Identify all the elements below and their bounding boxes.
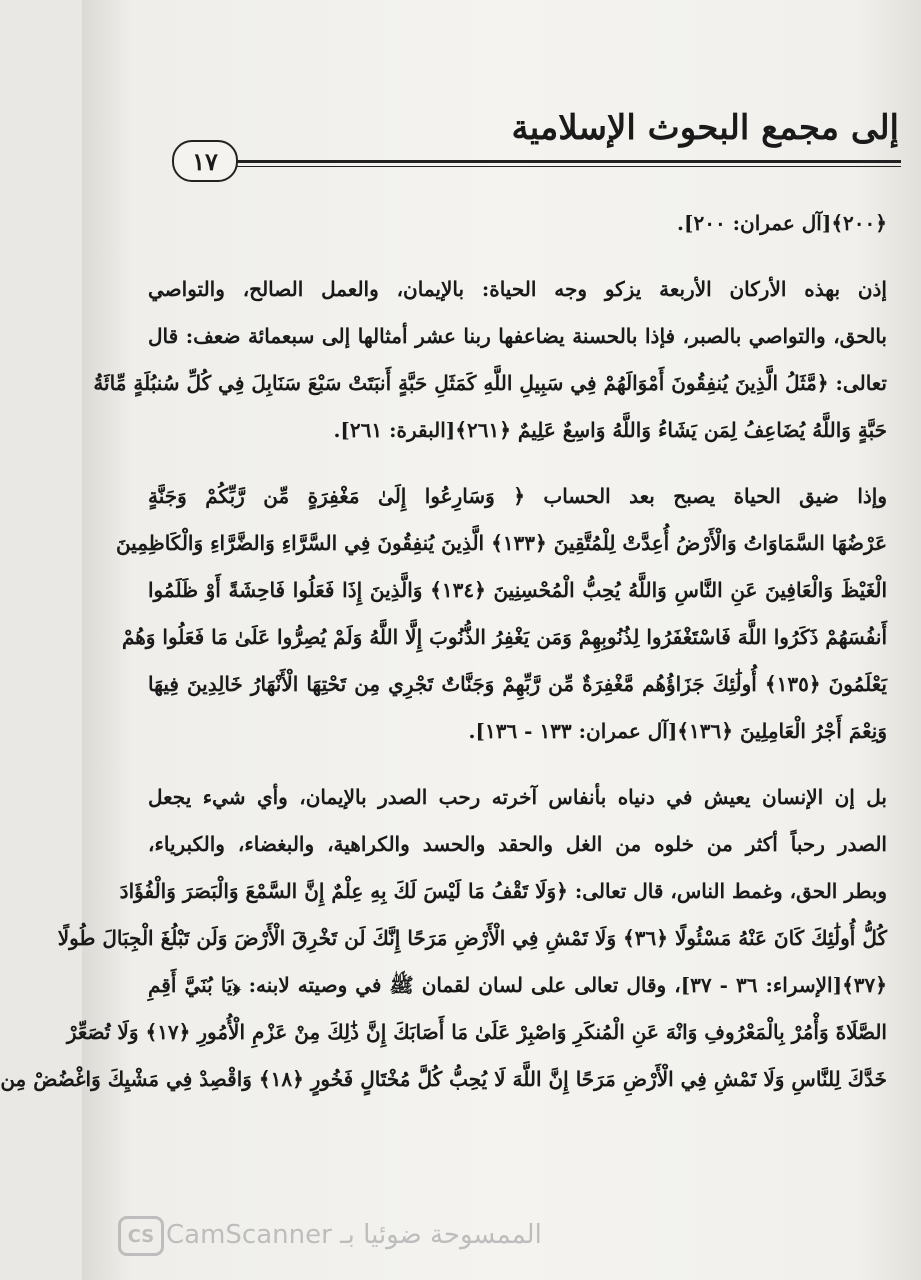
text-line: كُلُّ أُولَٰئِكَ كَانَ عَنْهُ مَسْئُولًا ﴿٣٦﴾ وَلَا تَمْشِ فِي الْأَرْضِ مَرَحًا إِنَّكَ لَن تَخْرِقَ الْأَرْضَ وَلَن تَبْلُغَ الْجِبَالَ طُولًا bbox=[57, 926, 887, 950]
text-line: الْغَيْظَ وَالْعَافِينَ عَنِ النَّاسِ وَاللَّهُ يُحِبُّ الْمُحْسِنِينَ ﴿١٣٤﴾ وَالَّذِينَ إِذَا فَعَلُوا فَاحِشَةً أَوْ ظَلَمُوا bbox=[148, 578, 887, 602]
page-number: ١٧ bbox=[172, 140, 238, 182]
text-line: وإذا ضيق الحياة يصبح بعد الحساب ﴿ وَسَارِعُوا إِلَىٰ مَغْفِرَةٍ مِّن رَّبِّكُمْ وَجَنَّةٍ bbox=[148, 484, 887, 508]
text-line: خَدَّكَ لِلنَّاسِ وَلَا تَمْشِ فِي الْأَرْضِ مَرَحًا إِنَّ اللَّهَ لَا يُحِبُّ كُلَّ مُخْتَالٍ فَخُورٍ ﴿١٨﴾ وَاقْصِدْ فِي مَشْيِكَ وَاغْضُضْ مِن bbox=[0, 1067, 887, 1091]
header-rule-thin bbox=[232, 166, 901, 167]
text-line: أَنفُسَهُمْ ذَكَرُوا اللَّهَ فَاسْتَغْفَرُوا لِذُنُوبِهِمْ وَمَن يَغْفِرُ الذُّنُوبَ إِلَّا اللَّهُ وَلَمْ يُصِرُّوا عَلَىٰ مَا فَعَلُوا وَهُمْ bbox=[121, 625, 887, 649]
text-line: بالحق، والتواصي بالصبر، فإذا بالحسنة يضاعفها ربنا عشر أمثالها إلى سبعمائة ضعف: قال bbox=[148, 324, 887, 348]
text-line: الصَّلَاةَ وَأْمُرْ بِالْمَعْرُوفِ وَانْهَ عَنِ الْمُنكَرِ وَاصْبِرْ عَلَىٰ مَا أَصَابَكَ إِنَّ ذَٰلِكَ مِنْ عَزْمِ الْأُمُورِ ﴿١٧﴾ وَلَا تُصَعِّرْ bbox=[66, 1020, 887, 1044]
text-line: تعالى: ﴿مَّثَلُ الَّذِينَ يُنفِقُونَ أَمْوَالَهُمْ فِي سَبِيلِ اللَّهِ كَمَثَلِ حَبَّةٍ أَنبَتَتْ سَبْعَ سَنَابِلَ فِي كُلِّ سُنبُلَةٍ مِّائَةُ bbox=[93, 371, 887, 395]
text-line: إذن بهذه الأركان الأربعة يزكو وجه الحياة: بالإيمان، والعمل الصالح، والتواصي bbox=[148, 277, 887, 301]
page-header-title: إلى مجمع البحوث الإسلامية bbox=[511, 108, 899, 148]
camscanner-watermark: CamScanner الممسوحة ضوئيا بـ bbox=[166, 1220, 542, 1250]
paragraph-gap bbox=[148, 755, 887, 774]
body-text bbox=[0, 200, 887, 1103]
camscanner-logo-icon: CS bbox=[118, 1216, 164, 1256]
header-rule bbox=[232, 160, 901, 163]
paragraph-gap bbox=[148, 247, 887, 266]
text-line: عَرْضُهَا السَّمَاوَاتُ وَالْأَرْضُ أُعِدَّتْ لِلْمُتَّقِينَ ﴿١٣٣﴾ الَّذِينَ يُنفِقُونَ فِي السَّرَّاءِ وَالضَّرَّاءِ وَالْكَاظِمِينَ bbox=[115, 531, 887, 555]
text-line: بل إن الإنسان يعيش في دنياه بأنفاس آخرته رحب الصدر بالإيمان، وأي شيء يجعل bbox=[148, 785, 887, 809]
text-line: الصدر رحباً أكثر من خلوه من الغل والحقد والحسد والكراهية، والبغضاء، والكبرياء، bbox=[148, 832, 887, 856]
text-line: ﴿٣٧﴾[الإسراء: ٣٦ - ٣٧]، وقال تعالى على لسان لقمان ﷺ في وصيته لابنه: ﴿يَا بُنَيَّ أَقِمِ bbox=[148, 973, 887, 997]
text-line: يَعْلَمُونَ ﴿١٣٥﴾ أُولَٰئِكَ جَزَاؤُهُم مَّغْفِرَةٌ مِّن رَّبِّهِمْ وَجَنَّاتٌ تَجْرِي مِن تَحْتِهَا الْأَنْهَارُ خَالِدِينَ فِيهَا bbox=[148, 672, 887, 696]
text-line: وَنِعْمَ أَجْرُ الْعَامِلِينَ ﴿١٣٦﴾[آل عمران: ١٣٣ - ١٣٦]. bbox=[468, 719, 887, 743]
text-line: ﴿٢٠٠﴾[آل عمران: ٢٠٠]. bbox=[677, 211, 887, 235]
paragraph-gap bbox=[148, 454, 887, 473]
text-line: حَبَّةٍ وَاللَّهُ يُضَاعِفُ لِمَن يَشَاءُ وَاللَّهُ وَاسِعٌ عَلِيمٌ ﴿٢٦١﴾[البقرة: ٢٦١]. bbox=[333, 418, 887, 442]
text-line: وبطر الحق، وغمط الناس، قال تعالى: ﴿وَلَا تَقْفُ مَا لَيْسَ لَكَ بِهِ عِلْمٌ إِنَّ السَّمْعَ وَالْبَصَرَ وَالْفُؤَادَ bbox=[119, 879, 887, 903]
